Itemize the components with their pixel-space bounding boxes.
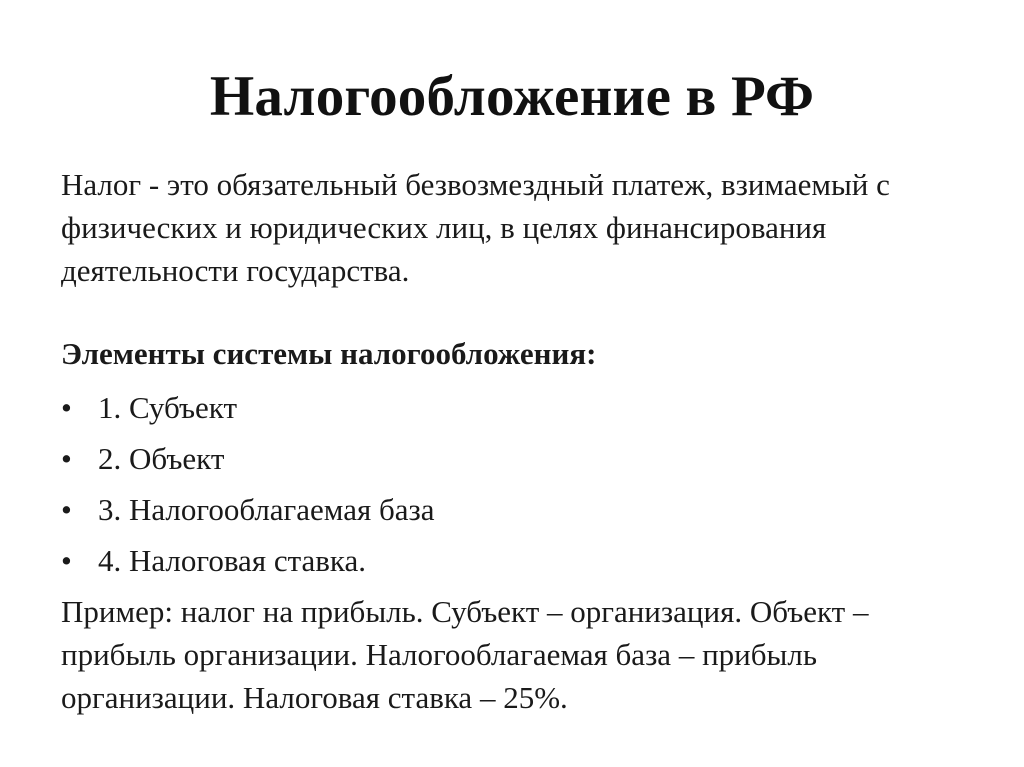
- bullet-icon: •: [61, 543, 72, 578]
- list-item: [61, 535, 981, 586]
- bullet-icon: •: [61, 492, 72, 527]
- list-item: [61, 382, 981, 433]
- list-item-label: 4. Налоговая ставка.: [98, 543, 367, 578]
- elements-list: [61, 382, 981, 586]
- bullet-icon: •: [61, 390, 72, 425]
- slide-title: Налогообложение в РФ: [209, 65, 815, 128]
- list-item-label: 2. Объект: [98, 441, 225, 476]
- tax-definition: Налог - это обязательный безвозмездный платеж, взимаемый с физических и юридических лиц, в целях финансирования деятельности государства.: [61, 167, 890, 288]
- slide-body: [61, 163, 981, 719]
- list-item-label: 1. Субъект: [98, 390, 237, 425]
- list-item: [61, 433, 981, 484]
- example-paragraph: Пример: налог на прибыль. Субъект – организация. Объект – прибыль организации. Налогооблагаемая база – прибыль организации. Налоговая ставка – 25%.: [61, 594, 869, 715]
- bullet-icon: •: [61, 441, 72, 476]
- elements-heading: Элементы системы налогообложения:: [61, 336, 597, 371]
- list-item-label: 3. Налогооблагаемая база: [98, 492, 435, 527]
- list-item: [61, 484, 981, 535]
